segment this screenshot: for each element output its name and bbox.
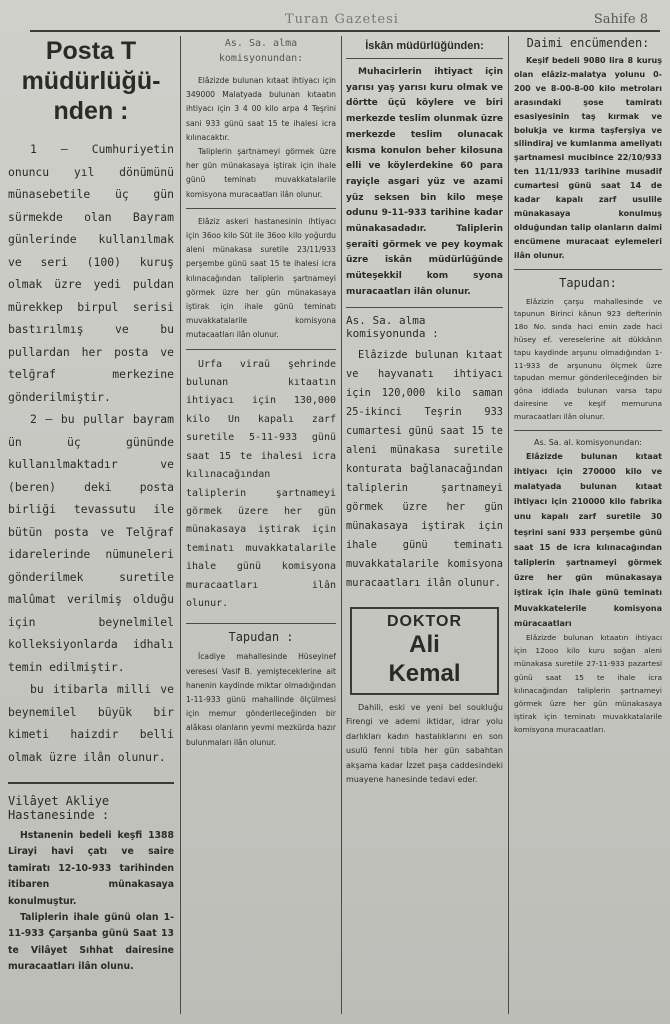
title-line: Posta T bbox=[45, 37, 137, 65]
paragraph: Elâzizin çarşu mahallesinde ve tapunun Birinci kânun 923 defterinin 18o No. sında haci emin zade haci hüsey ef. vereselerine ait dükkânın tapu kaydinde arşunu olmadığından 1-11-933 de arşununu ölçmek üzre tapudan memur gönderileceğinden bir göna iddiada bulunan varsa tapu dairesine ve keşif memuruna muracaatları ilân olunur. bbox=[514, 296, 662, 421]
paragraph: Elâziz askeri hastanesinin ihtiyacı için 36oo kilo Süt ile 36oo kilo yoğurdu aleni münakasa suretile 23/11/933 perşembe günü saat 15 te ihalesi icra kılınacağından taliplerin şartnameyi görmek üzre her gün münakasaya iştirak için ihale günü teminatı muvakkatalarile komisyona mutacaatları ilân olunur. bbox=[186, 216, 336, 340]
iskan-notice bbox=[346, 65, 503, 301]
as-komisyon-notice bbox=[346, 346, 503, 593]
alma-komisyonu-head: As. Sa. alma komisyonundan: bbox=[218, 38, 304, 64]
paragraph: Elâzizde bulunan kıtaat ihtiyacı için 349000 Malatyada bulunan kıtaatın ihtiyacı için 3 4 00 kilo arpa 4 Teşrini sani 933 günü saat 15 te ihalesi icra kılınacaktır. bbox=[186, 76, 336, 142]
as-komisyon-notice-2 bbox=[514, 449, 662, 631]
column-2 bbox=[186, 34, 336, 1018]
tapudan-title: Tapudan : bbox=[228, 630, 294, 645]
daimi-encumen-notice bbox=[514, 54, 662, 263]
paragraph: Hstanenin bedeli keşfi 1388 Lirayi havi çatı ve saire tamiratı 12-10-933 tarihinden itibaren münakasaya konulmuştur. bbox=[8, 830, 174, 907]
iskan-head: İskân müdürlüğünden: bbox=[365, 40, 484, 52]
paragraph: Dahili, eski ve yeni bel soukluğu Firengi ve ademi iktidar, idrar yolu darlıkları kadın hastalıklarını en son usulü fenni tıbla her gün sabahtan akşama kadar İzzet paşa caddesindeki muayene hanesinde tedavi eder. bbox=[346, 702, 503, 785]
column-4 bbox=[514, 34, 662, 1018]
tapudan-notice bbox=[186, 650, 336, 749]
as-komisyon-head-2: As. Sa. al. komisyonundan: bbox=[533, 437, 642, 447]
paragraph: Urfa viraü şehrinde bulunan kıtaatın ihtiyacı için 130,000 kilo Un kapalı zarf suretile 5-11-933 günü saat 15 te ihalesi icra kılınacağından taliplerin şartnameyi görmek üzere her gün münakasaya iştirak için teminatı muvakkatalarile ihale günü komisyona muracaatları ilân olunur. bbox=[186, 358, 336, 609]
vilayet-notice-body bbox=[8, 828, 174, 976]
section-rule bbox=[186, 623, 336, 624]
paragraph: Elâzizde bulunan kıtaat ve hayvanatı ihtiyacı için 120,000 kilo saman 25-ikinci Teşrin 933 cumartesi günü saat 15 te aleni münakasa suretile konturata bağlanacağından taliplerin şartnameyi görmek üzre her gün münakasaya iştirak için ihale günü teminatı muvakkatalarile komisyona muracaatları ilân olunur. bbox=[346, 348, 503, 589]
paragraph: Keşif bedeli 9080 lira 8 kuruş olan elâziz-malatya yolunu 0-200 ve 8-00-8-00 kilo metroları arasındaki şose tamiratı esasiyesinin taş kırmak ve bolukja ve kırma taşferşiya ve silindiraj ve kumlanma ameliyatı şartnamesi mucibince 22/10/933 ten 11/11/933 tarihine musadif cumartesi günü saat 14 de kadar kapalı zarf usulile münakasaya konulmuş olduğundan talip olanların daimi encümene muracaat eylemeleri ilân olunur. bbox=[514, 56, 662, 260]
section-rule bbox=[186, 208, 336, 209]
posta-notice-body bbox=[8, 138, 174, 768]
title-line: nden : bbox=[53, 97, 129, 125]
paragraph: Elâzizde bulunan kıtaatın ihtiyacı için 12ooo kilo kuru soğan aleni münakasa suretile 27-11-933 pazartesi günü saat 15 te ihale icra kılınacağından taliplerin şartnameyi görmek üzre her gün münakasaya iştirak için teminatı muvakkatalarile komisyona muracaatları. bbox=[514, 633, 662, 735]
paragraph: Muhacirlerin ihtiyact için yarısı yaş yarısı kuru olmak ve dörtte üçü köylere ve biri merkezde teslim olunmak üzre merkezde teslim olunacak kısma konulon beher kilosuna elli ve köylerdekine 60 para rayiçle asgari yüz ve azami yüz seksen bin kilo meşe odunu 9-11-933 tarihine kadar münakasadadır. Taliplerin şeraiti görmek ve pey koymak üzre iskân müdürlüğünde müteşekkil kom syona muracaatları ilân olunur. bbox=[346, 67, 503, 297]
column-rule bbox=[508, 36, 509, 1014]
column-3 bbox=[346, 34, 503, 1018]
doktor-label: DOKTOR bbox=[386, 612, 463, 630]
alma-notice-1 bbox=[186, 74, 336, 202]
page-number: Sahife 8 bbox=[593, 12, 648, 27]
alma-notice-3 bbox=[186, 356, 336, 614]
paragraph: 1 — Cumhuriyetin onuncu yıl dönümünü münasebetile üç gün sürmekde olan Bayram günlerinde kullanılmak ve seri (100) kuruş olmak üzre yedi puldan mürekkep birpul serisi bastırılmış ve bu pullardan her posta ve telğraf merkezine gönderilmiştir. bbox=[8, 142, 174, 404]
as-komisyon-notice-3 bbox=[514, 631, 662, 737]
column-rule bbox=[180, 36, 181, 1014]
doktor-notice bbox=[346, 701, 503, 788]
doktor-name-last: Kemal bbox=[388, 659, 461, 687]
section-rule bbox=[514, 430, 662, 431]
as-komisyon-head: As. Sa. alma komisyonunda : bbox=[346, 313, 439, 340]
newspaper-name: Turan Gazetesi bbox=[285, 12, 399, 27]
vilayet-notice-title: Vilâyet Akliye Hastanesinde : bbox=[8, 794, 110, 822]
doktor-name-first: Ali bbox=[409, 630, 440, 658]
column-rule bbox=[341, 36, 342, 1014]
paragraph: İcadiye mahallesinde Hüseyinef veresesi Vasif B. yemişteceklerine ait hanenin kaydinde miktar olmadığından 1-11-933 günü mahallinde ölçülmesi için memur gönderileceğinden bir alâkası olanların yevmi mezkürda hazır bulunmaları ilân olunur. bbox=[186, 652, 336, 747]
doktor-ad-box bbox=[350, 607, 499, 695]
tapudan-notice-2 bbox=[514, 296, 662, 424]
paragraph: Taliplerin ihale günü olan 1-11-933 Çarşanba günü Saat 13 te Vilâyet Sıhhat dairesine muracaatları ilân olunu. bbox=[8, 912, 174, 973]
section-rule bbox=[186, 349, 336, 350]
section-rule bbox=[514, 269, 662, 270]
title-line: müdürlüğü- bbox=[21, 67, 161, 95]
section-rule bbox=[8, 782, 174, 784]
column-1 bbox=[8, 34, 174, 1018]
paragraph: Taliplerin şartnameyi görmek üzre her gün münakasaya iştirak için ihale günü teminatı muvakkatalarile komisyona muracaatları ilân olunur. bbox=[186, 147, 336, 199]
posta-notice-title bbox=[8, 36, 174, 126]
alma-notice-2 bbox=[186, 215, 336, 343]
page-header bbox=[30, 6, 660, 32]
section-rule bbox=[346, 58, 503, 59]
daimi-encumen-head: Daimi encümenden: bbox=[526, 36, 650, 50]
paragraph: bu itibarla milli ve beynemilel büyük bir kimeti haizdir belli olmak üzre ilân olunur. bbox=[8, 682, 174, 764]
paragraph: 2 — bu pullar bayram ün üç gününde kullanılmaktadır ve (beren) deki posta birliği tevassutu ile bütün posta ve Telğraf idarelerinde nümuneleri gönderilmek suretile malûmat verilmiş olduğu için beynelmilel kolleksiyonlarda idhalı temin edilmiştir. bbox=[8, 412, 174, 674]
section-rule bbox=[346, 307, 503, 308]
tapudan-title-2: Tapudan: bbox=[559, 275, 617, 290]
paragraph: Elâzizde bulunan kıtaat ihtiyacı için 270000 kilo ve malatyada bulunan kıtaat ihtiyacı için 210000 kilo fabrika unu kapalı zarf suretile 30 teşrini sani 933 perşembe günü saat 15 de icra kılınacağından taliplerin şartnameyi görmek üzre her gün münakasaya iştirak için ihale günü teminatı Muvakkatelerile komisyona müracaatları bbox=[514, 451, 662, 628]
